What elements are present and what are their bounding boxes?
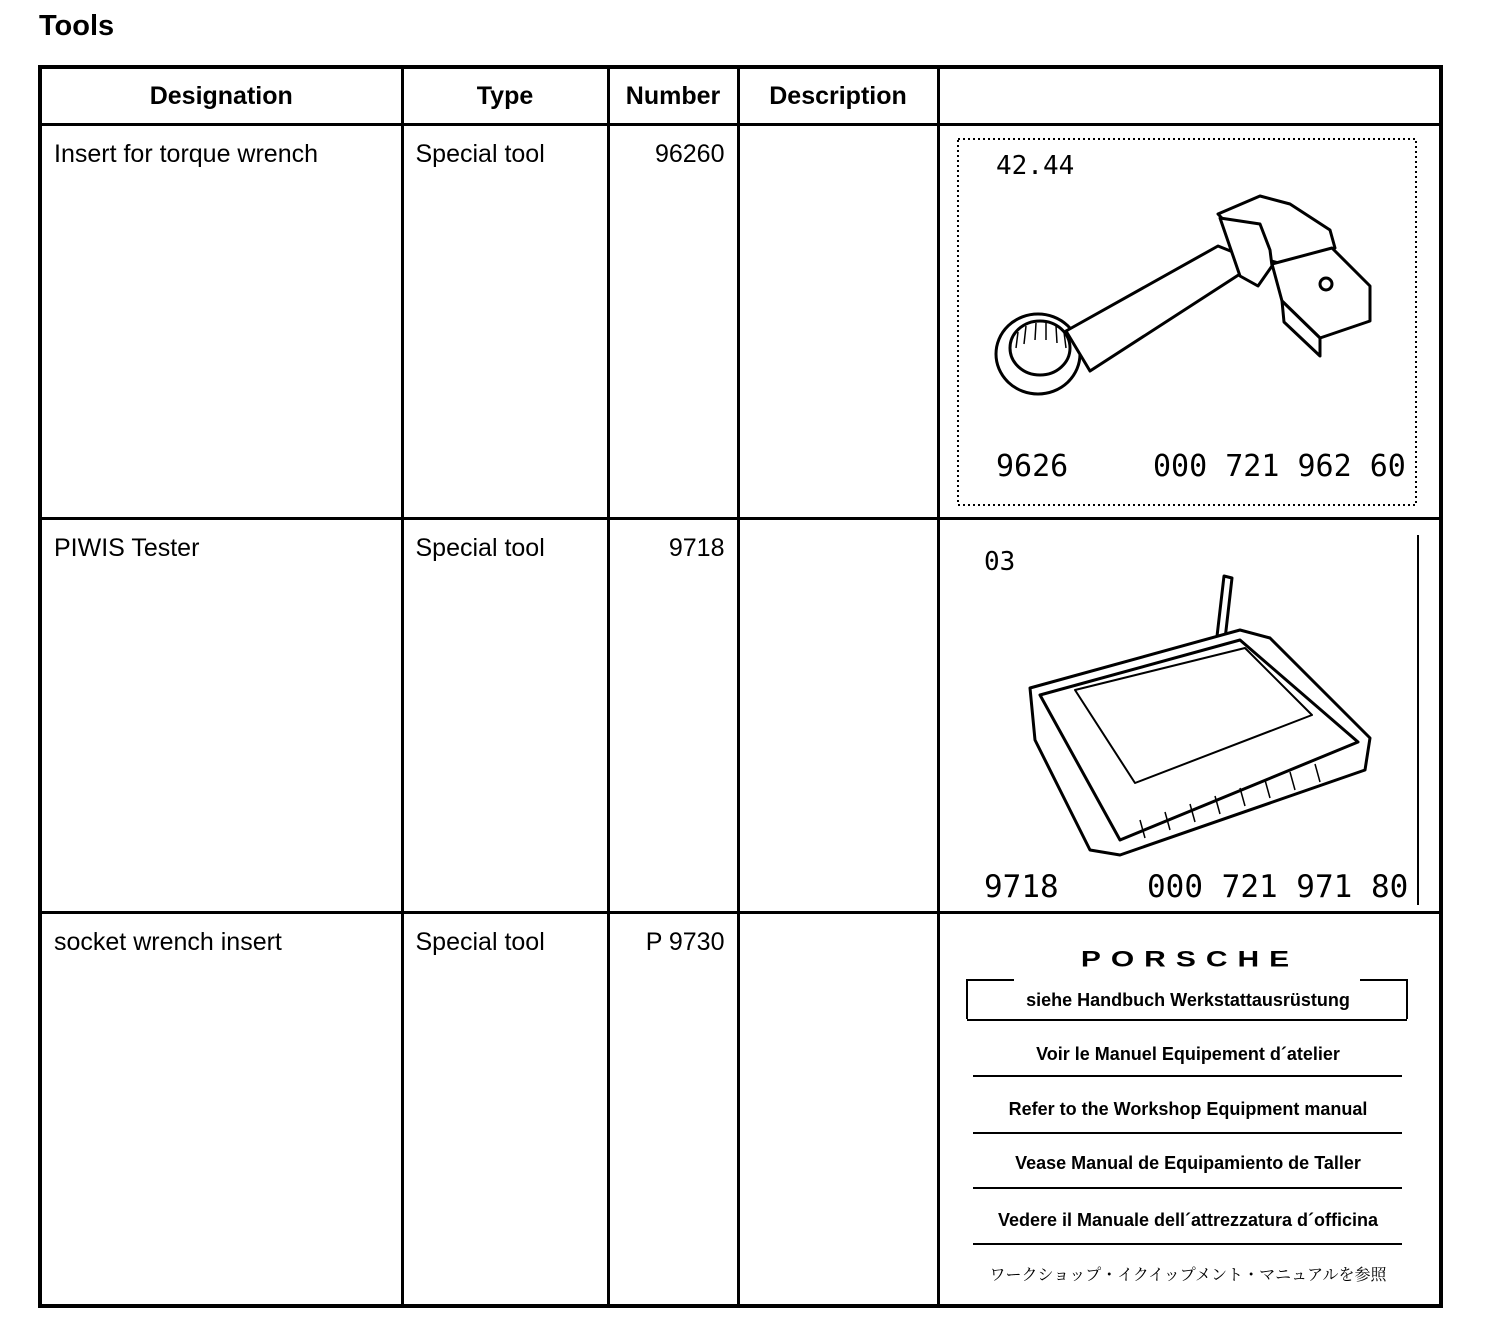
illustration-label-top: 42.44 — [995, 151, 1074, 181]
header-designation: Designation — [40, 67, 402, 125]
description-text — [740, 914, 937, 928]
page-title: Tools — [39, 10, 115, 42]
illustration-label-right: 000 721 962 60 — [1152, 449, 1406, 484]
header-number: Number — [608, 67, 738, 125]
designation-cell — [40, 125, 402, 519]
number-cell — [608, 125, 738, 519]
notice-lines — [989, 990, 1387, 1284]
illustration-label-left: 9626 — [995, 449, 1068, 484]
illustration-label-right: 000 721 971 80 — [1146, 869, 1408, 905]
type-text: Special tool — [415, 534, 545, 562]
header-image — [938, 67, 1441, 125]
table-row — [40, 913, 1441, 1307]
table-row — [40, 519, 1441, 913]
table-row — [40, 125, 1441, 519]
header-description: Description — [738, 67, 938, 125]
illustration-label-top: 03 — [983, 547, 1015, 577]
notice-line-ja: ワークショップ・イクイップメント・マニュアルを参照 — [989, 1267, 1386, 1284]
header-type: Type — [402, 67, 608, 125]
image-cell — [938, 913, 1441, 1307]
tools-table — [38, 65, 1443, 1308]
wrench-insert-icon — [996, 196, 1370, 394]
type-text: Special tool — [415, 928, 545, 956]
notice-line-fr: Voir le Manuel Equipement d´atelier — [1035, 1044, 1340, 1064]
table-header-row — [40, 67, 1441, 125]
description-cell — [738, 913, 938, 1307]
designation-text: socket wrench insert — [54, 928, 282, 956]
designation-cell — [40, 519, 402, 913]
porsche-logo-text: PORSCHE — [1080, 946, 1299, 972]
type-cell — [402, 913, 608, 1307]
piwis-tester-illustration — [940, 520, 1437, 911]
type-cell — [402, 125, 608, 519]
porsche-manual-notice — [940, 914, 1437, 1305]
description-text — [740, 126, 937, 140]
type-text: Special tool — [415, 140, 545, 168]
image-cell — [938, 125, 1441, 519]
notice-line-de: siehe Handbuch Werkstattausrüstung — [1025, 990, 1350, 1010]
notice-line-en: Refer to the Workshop Equipment manual — [1008, 1099, 1367, 1119]
designation-text: PIWIS Tester — [54, 534, 200, 562]
number-cell — [608, 913, 738, 1307]
description-cell — [738, 125, 938, 519]
notice-line-it: Vedere il Manuale dell´attrezzatura d´officina — [997, 1210, 1378, 1230]
piwis-tester-icon — [1030, 576, 1370, 855]
description-text — [740, 520, 937, 534]
description-cell — [738, 519, 938, 913]
illustration-label-left: 9718 — [983, 869, 1059, 905]
notice-line-es: Vease Manual de Equipamiento de Taller — [1014, 1153, 1361, 1173]
designation-text: Insert for torque wrench — [54, 140, 319, 168]
number-text: 9718 — [668, 534, 725, 562]
number-text: P 9730 — [645, 928, 725, 956]
type-cell — [402, 519, 608, 913]
wrench-insert-illustration — [940, 126, 1437, 517]
number-text: 96260 — [654, 140, 725, 168]
designation-cell — [40, 913, 402, 1307]
image-cell — [938, 519, 1441, 913]
number-cell — [608, 519, 738, 913]
